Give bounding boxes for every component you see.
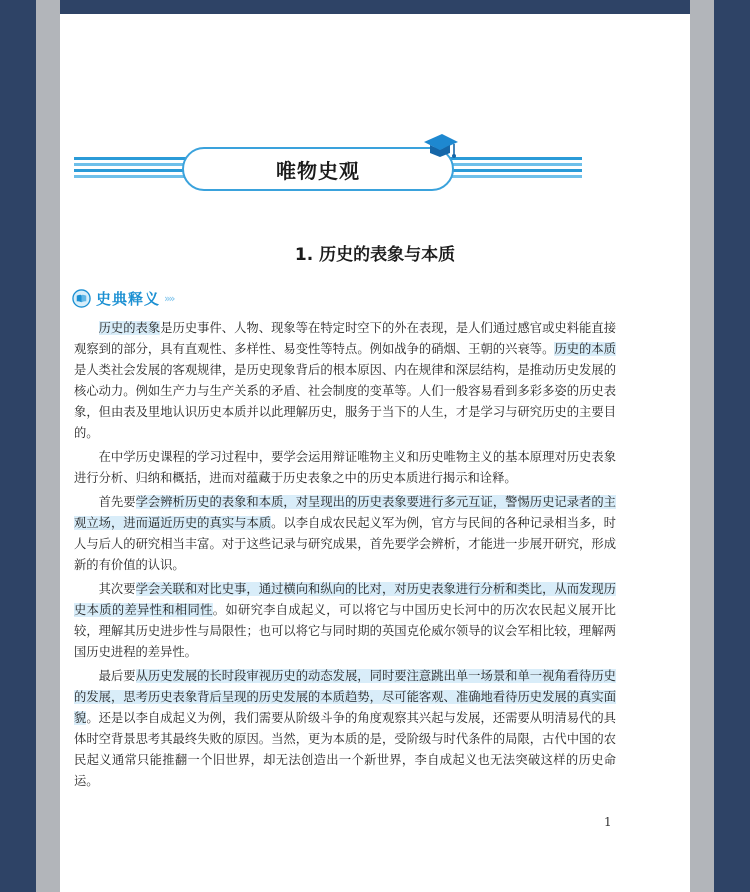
body-paragraph <box>74 579 616 663</box>
highlighted-text: 历史的表象 <box>98 321 161 335</box>
paragraph-text: 。如研究李自成起义，可以将它与中国历史长河中的历次农民起义展开比较，理解其历史进步性与局限性；也可以将它与同时期的英国克伦威尔领导的议会军相比较，理解两国历史进程的差异性。 <box>74 603 616 659</box>
highlighted-text: 从历史发展的长时段审视历史的动态发展，同时要注意跳出单一场景和单一视角看待历史的发展，思考历史表象背后呈现的历史发展的本质趋势，尽可能客观、准确地看待历史发展的真实面貌 <box>74 669 616 725</box>
body-paragraph <box>74 447 616 489</box>
paragraph-text: 最后要 <box>98 669 136 683</box>
book-icon <box>72 289 91 308</box>
paragraph-text: 首先要 <box>98 495 136 509</box>
paragraph-text: 。还是以李自成起义为例，我们需要从阶级斗争的角度观察其兴起与发展，还需要从明清易代的具体时空背景思考其最终失败的原因。当然，更为本质的是，受阶级与时代条件的局限，古代中国的农民起义通常只能推翻一个旧世界，却无法创造出一个新世界，李自成起义也无法突破这样的历史命运。 <box>74 711 616 788</box>
paragraph-text: 其次要 <box>98 582 136 596</box>
highlighted-text: 历史的本质 <box>554 342 616 356</box>
body-text <box>74 318 616 795</box>
section-title: 1. 历史的表象与本质 <box>294 245 456 265</box>
chevron-right-icon: »» <box>164 291 174 305</box>
page-number: 1 <box>604 815 612 829</box>
heading-label: 史典释义 <box>96 289 161 308</box>
paragraph-text: 是人类社会发展的客观规律，是历史现象背后的根本原因、内在规律和深层结构，是推动历史发展的核心动力。例如生产力与生产关系的矛盾、社会制度的变革等。人们一般容易看到多彩多姿的历史表象，但由表及里地认识历史本质并以此理解历史，服务于当下的人生，才是学习与研究历史的主要目的。 <box>74 363 616 440</box>
graduation-cap-icon <box>420 128 460 164</box>
banner-title: 唯物史观 <box>182 147 454 191</box>
section-heading <box>72 286 173 310</box>
highlighted-text: 学会辨析历史的表象和本质，对呈现出的历史表象要进行多元互证，警惕历史记录者的主观立场，进而逼近历史的真实与本质 <box>74 495 616 530</box>
paragraph-text: 在中学历史课程的学习过程中，要学会运用辩证唯物主义和历史唯物主义的基本原理对历史表象进行分析、归纳和概括，进而对蕴藏于历史表象之中的历史本质进行揭示和诠释。 <box>74 450 616 485</box>
body-paragraph <box>74 666 616 792</box>
paragraph-text: 是历史事件、人物、现象等在特定时空下的外在表现，是人们通过感官或史料能直接观察到的部分，具有直观性、多样性、易变性等特点。例如战争的硝烟、王朝的兴衰等。 <box>74 321 616 356</box>
left-gray-band <box>36 0 60 892</box>
body-paragraph <box>74 492 616 576</box>
right-gray-band <box>690 0 714 892</box>
highlighted-text: 学会关联和对比史事，通过横向和纵向的比对，对历史表象进行分析和类比，从而发现历史本质的差异性和相同性 <box>74 582 616 617</box>
title-stripes-right <box>442 157 582 181</box>
body-paragraph <box>74 318 616 444</box>
paragraph-text: 。以李自成农民起义军为例，官方与民间的各种记录相当多，时人与后人的研究相当丰富。对于这些记录与研究成果，首先要学会辨析，才能进一步展开研究，形成新的有价值的认识。 <box>74 516 616 572</box>
